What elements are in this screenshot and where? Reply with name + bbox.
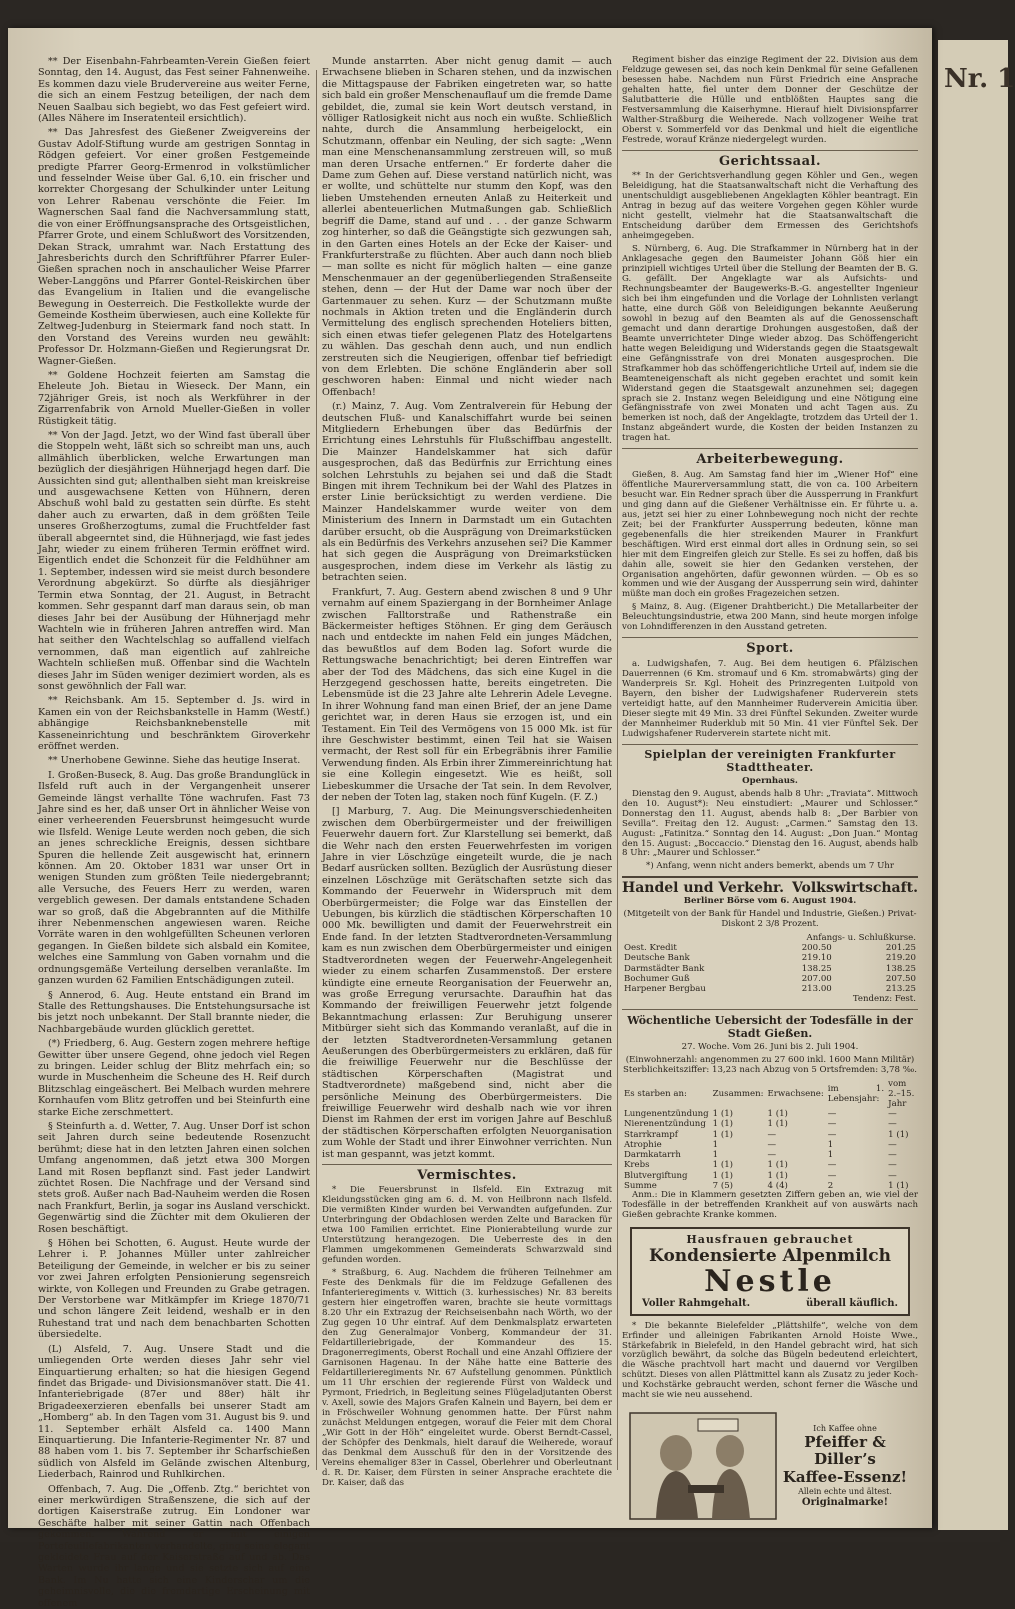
article: § Mainz, 8. Aug. (Eigener Drahtbericht.) Die Metallarbeiter der Beleuchtungsindustrie, etwa 200 Mann, sind heute morgen infolge von Lohndifferenzen in den Ausstand getreten. [622,602,918,633]
ad-product: Kaffee-Essenz! [782,1468,908,1487]
ad-line: überall käuflich. [805,1297,898,1309]
column-rule [316,70,317,1470]
article: a. Ludwigshafen, 7. Aug. Bei dem heutigen 6. Pfälzischen Dauerrennen (6 Km. stromauf und 6 Km. stromabwärts) ging der Wanderpreis Sr. Kgl. Hoheit des Prinzregenten Luitpold von Bayern, den bisher der Ludwigshafener Ruderverein stets verteidigt hatte, auf den Mannheimer Ruderverein Amicitia über. Dieser siegte mit 49 Min. 33 drei Fünftel Sekunden. Zweiter wurde der Mannheimer Ruderklub mit 50 Min. 41 vier Fünftel Sek. Der Ludwigshafener Ruderverein startete nicht mit. [622,658,918,739]
theater-schedule: Dienstag den 9. August, abends halb 8 Uhr: „Traviata“. Mittwoch den 10. August*): Neu einstudiert: „Maurer und Schlosser.“ Donnerstag den 11. August, abends halb 8: „Der Barbier von Sevilla“. Freitag den 12. August: „Carmen.“ Samstag den 13. August: „Fatinitza.“ Sonntag den 14. August: „Don Juan.“ Montag den 15. August: „Boccaccio.“ Dienstag den 16. August, abends halb 8 Uhr: „Maurer und Schlosser.“ [622,788,918,859]
ad-illustration-icon [628,1411,778,1521]
column-right [622,55,918,1508]
article: ** Goldene Hochzeit feierten am Samstag die Eheleute Joh. Bietau in Wieseck. Der Mann, ein 72jähriger Greis, ist noch als Werkführer in der Zigarrenfabrik von Arnold Mueller-Gießen in voller Rüstigkeit tätig. [38,369,310,427]
article: I. Großen-Buseck, 8. Aug. Das große Brandunglück in Ilsfeld ruft auch in der Vergangenheit unserer Gemeinde längst verhallte Töne wachrufen. Fast 73 Jahre sind es her, daß unser Ort in ähnlicher Weise von einer verheerenden Feuersbrunst heimgesucht wurde wie Ilsfeld. Wenige Leute werden noch geben, die sich an jenes schreckliche Ereignis, dessen sichtbare Spuren die hellende Zeit ausgewischt hat, erinnern können. Am 20. Oktober 1831 war unser Ort in wenigen Stunden zum größten Teile niedergebrannt; alle Versuche, des Feuers Herr zu werden, waren vergeblich gewesen. Der damals entstandene Schaden war so groß, daß die Abgebrannten auf die Mithilfe ihrer Nebenmenschen angewiesen waren. Reiche Vorräte waren in den wohlgefüllten Scheunen verloren gegangen. In Gießen bildete sich alsbald ein Komitee, welches eine Sammlung von Gaben vornahm und die ordnungsgemäße Verteilung derselben veranlaßte. Im ganzen wurden 62 Familien Entschädigungen zuteil. [38,769,311,987]
article: Offenbach, 7. Aug. Die „Offenb. Ztg.“ berichtet von einer merkwürdigen Straßenszene, die sich auf der dortigen Kaiserstraße zutrug. Ein Londoner war Geschäfte halber mit seiner Gattin nach Offenbach gekommen. Während er mit einigen Portefeuillefabrikanten verhandelte, ging seine elegant gekleidete Frau auf der Kaiserstraße auf und ab. Das Warten wurde ihr lange und sie setzte sich auf eine Bank. Im Nu hatte sich eine Kinderschar um die geheimnisvolle, die die fremdartige Erscheinung mit offenem [38,1483,310,1609]
article: * Die bekannte Bielefelder „Plättshilfe“, welche von dem Erfinder und alleinigen Fabrikanten Arnold Hoiste Wwe., Stärkefabrik in Bielefeld, in den Handel gebracht wird, hat sich vorzüglich bewährt, da solche das Bügeln bedeutend erleichtert, die Wäsche prachtvoll hart macht und dauernd vor Vergilben schützt. Dieses von allen Plättmittel kann als Zusatz zu jeder Koch- und Kochstärke gebraucht werden, schont ferner die Wäsche und macht sie wie neu aussehend. [622,1320,918,1401]
column-local-news [38,56,311,1609]
article: ** Der Eisenbahn-Fahrbeamten-Verein Gießen feiert Sonntag, den 14. August, das Fest seiner Fahnenweihe. Es kommen dazu viele Brudervereine aus weiter Ferne, die sich an einem Festzug beteiligen, der nach dem Neuen Saalbau sich begiebt, wo das Fest gefeiert wird. (Alles Nähere im Inseratenteil ersichtlich). [38,56,310,125]
section-heading-theater: Spielplan der vereinigten Frankfurter Stadttheater. [622,744,918,774]
article: Frankfurt, 7. Aug. Gestern abend zwischen 8 und 9 Uhr vernahm auf einem Spaziergang in der Bornheimer Anlage zwischen Falltorstraße und Rathenstraße ein Bäckermeister heftiges Stöhnen. Er ging dem Geräusch nach und entdeckte im nahen Feld ein junges Mädchen, das bewußtlos auf dem Boden lag. Sofort wurde die Rettungswache benachrichtigt; bei deren Eintreffen war aber der Tod des Mädchens, das sich eine Kugel in die Herzgegend geschossen hatte, bereits eingetreten. Die Lebensmüde ist die 23 Jahre alte Lehrerin Adele Levegne. In ihrer Wohnung fand man einen Brief, der an jene Dame gerichtet war, in deren Haus sie erzogen ist, und ein Testament. Ein Teil des Vermögens von 15 000 Mk. ist für ihre Geschwister bestimmt, einen Teil hat sie Waisen vermacht, der Rest soll für ein Erbegräbnis ihrer Familie Verwendung finden. Als Erbin ihrer Zimmereinrichtung hat sie eine Kollegin eingesetzt. Wie es heißt, soll Liebeskummer die Ursache der Tat sein. In dem Revolver, der neben der Toten lag, staken noch fünf Kugeln. (F. Z.) [322,586,612,803]
ad-brand: Nestle [704,1264,836,1300]
section-heading-arbeiterbewegung: Arbeiterbewegung. [622,448,918,467]
table-row: Atrophie 1 — 1 — [624,1139,897,1150]
table-row: Nierenentzündung 1 (1) 1 (1) — — [624,1119,897,1130]
theater-note: *) Anfang, wenn nicht anders bemerkt, abends um 7 Uhr [646,861,894,872]
section-heading-sport: Sport. [622,637,918,656]
article: [] Marburg, 7. Aug. Die Meinungsverschiedenheiten zwischen dem Oberbürgermeister und der freiwilligen Feuerwehr dauern fort. Zur Klarstellung sei bemerkt, daß die Wehr nach den ersten Feuerwehrfesten im vorigen Jahre in vier Löschzüge eingeteilt wurde, die je nach Bedarf ausrücken sollten. Bezüglich der Ausrüstung dieser einzelnen Löschzüge mit Gerätschaften setzte sich das Kommando der Feuerwehr in Widerspruch mit dem Oberbürgermeister; die Folge war das Einstellen der Uebungen, bis kürzlich die städtischen Körperschaften 10 000 Mk. bewilligten und damit der Feuerwehrstreit ein Ende fand. In der letzten Stadtverordneten-Versammlung kam es nun zwischen dem Oberbürgermeister und einigen Stadtverordneten wegen der Feuerwehr-Angelegenheit wieder zu einem scharfen Zusammenstoß. Der erstere kündigte eine erneute Reorganisation der Feuerwehr an, was große Erregung verursachte. Daraufhin hat das Kommando der freiwilligen Feuerwehr jetzt folgende Bekanntmachung erlassen: Zur Beruhigung unserer Mitbürger sieht sich das Kommando veranlaßt, auf die in der letzten Stadtverordneten-Versammlung getanen Aeußerungen des Oberbürgermeisters zu erklären, daß für die freiwillige Feuerwehr nur die Beschlüsse der städtischen Körperschaften (Magistrat und Stadtverordnete) maßgebend sind, nicht aber die persönliche Meinung des Oberbürgermeisters. Die freiwillige Feuerwehr wird deshalb nach wie vor ihren Dienst im Rahmen der erst im vorigen Jahre auf Beschluß der städtischen Körperschaften erfolgten Neuorganisation zum Wohle der Stadt und ihrer Einwohner verrichten. Nun ist man gespannt, was jetzt kommt. [322,806,612,1160]
heading-handel-verkehr: Handel und Verkehr. [622,880,784,897]
article: (L) Alsfeld, 7. Aug. Unsere Stadt und die umliegenden Orte werden dieses Jahr sehr viel Einquartierung erhalten; so hat die hiesigen Gegend findet das Brigade- und Divisionsmanöver statt. Die 41. Infanteriebrigade (87er und 88er) hält ihr Brigadeexerzieren ebenfalls bei unserer Stadt am „Homberg“ ab. In den Tagen vom 31. August bis 9. und 11. September erhält Alsfeld ca. 1400 Mann Einquartierung. Die Infanterie-Regimenter Nr. 87 und 88 haben vom 1. bis 7. September ihr Scharfschießen südlich von Alsfeld im Gelände zwischen Altenburg, Liederbach, Rainrod und Ruhlkirchen. [38,1343,310,1481]
article: Regiment bisher das einzige Regiment der 22. Division aus dem Feldzuge gewesen sei, das noch kein Denkmal für seine Gefallenen besessen habe. Nachdem nun Fürst Friedrich eine Ansprache gehalten hatte, fiel unter dem Donner der Geschütze der Salutbatterie die Hülle und entblößten Hauptes sang die Festversammlung die Kaiserhymne. Hierauf hielt Divisionspfarrer Walther-Straßburg die Weiherede. Nach vollzogener Weihe trat Oberst v. Sommerfeld vor das Denkmal und hielt die eigentliche Festrede, worauf Kränze niedergelegt wurden. [622,55,918,145]
heading-volkswirtschaft: Volkswirtschaft. [791,880,918,897]
ad-brand: Pfeiffer & Diller’s [804,1432,886,1469]
ad-line: Hausfrauen gebrauchet [686,1232,854,1246]
ad-line: Voller Rahmgehalt. [642,1297,751,1309]
table-row: Darmkatarrh 1 — 1 — [624,1150,897,1161]
article: * Straßburg, 6. Aug. Nachdem die früheren Teilnehmer am Feste des Denkmals für die im Feldzuge Gefallenen des Infanterieregiments v. Wittich (3. kurhessisches) Nr. 83 bereits gestern hier eingetroffen waren, brachte sie heute vormittags 8.20 Uhr ein Extrazug der Reichseisenbahn nach Wörth, wo der Zug gegen 10 Uhr eintraf. Auf dem Denkmalsplatz erwarteten den Zug Generalmajor Vonberg, Kommandeur der 31. Feldartilleriebrigade, der Kommandeur des 15. Dragonerregiments, Oberst Rochall und eine Anzahl Offiziere der Garnisonen Hagenau. In der Nähe hatte eine Batterie des Feldartillerieregiments Nr. 67 Aufstellung genommen. Pünktlich um 11 Uhr erschien der regierende Fürst von Waldeck und Pyrmont, Friedrich, in Begleitung seines Flügeladjutanten Oberst v. Axell, sowie des Majors Grafen Kalnein und Bayern, bei dem er in Fröschweiler Wohnung genommen hatte. Der Fürst nahm zunächst Meldungen entgegen, worauf die Feier mit dem Choral „Wir Gott in der Höh“ eingeleitet wurde. Oberst Berndt-Cassel, der Schöpfer des Denkmals, hielt darauf die Weiherede, worauf das Denkmal dem Ausschuß für den in der Vorsitzende des Vereins ehemaliger 83er in Cassel, Oberlehrer und Oberleutnant d. R. Dr. Kaiser, dem Fürsten in seiner Ansprache erachtete die Dr. Kaiser, daß das [322,1268,612,1488]
ad-line: Ich Kaffee ohne [813,1424,877,1434]
death-stats-week: 27. Woche. Vom 26. Juni bis 2. Juli 1904. [681,1041,859,1052]
article: ** Reichsbank. Am 15. September d. Js. wird in Kamen ein von der Reichsbankstelle in Hamm (Westf.) abhängige Reichsbanknebenstelle mit Kasseneinrichtung und beschränktem Giroverkehr eröffnet werden. [38,695,310,752]
article: § Annerod, 6. Aug. Heute entstand ein Brand im Stalle des Rettungshauses. Die Entstehungsursache ist bis jetzt noch unbekannt. Der Stall brannte nieder, die Nachbargebäude wurden glücklich gerettet. [38,989,310,1035]
section-heading-vermischtes: Vermischtes. [322,1164,612,1183]
table-row: Bochumer Guß 207.00 207.50 [624,973,916,984]
table-row: Lungenentzündung 1 (1) 1 (1) — — [624,1109,897,1120]
article: Munde anstarrten. Aber nicht genug damit — auch Erwachsene blieben in Scharen stehen, und da inzwischen die Mittagspause der Fabriken eingetreten war, so hatte sich bald ein großer Menschenauflauf um die fremde Dame gebildet, die, zumal sie kein Wort deutsch verstand, in völliger Ratlosigkeit nicht aus noch ein wußte. Schließlich nahte, durch die Ansammlung herbeigelockt, ein Schutzmann, offenbar ein Neuling, der sich sagte: „Wenn man eine Menschenansammlung zerstreuen will, so muß man deren Ursache entfernen.“ Er forderte daher die Dame zum Gehen auf. Diese verstand natürlich nicht, was er wollte, und schüttelte nur stumm den Kopf, was den lieben Umstehenden erneuten Anlaß zu Heiterkeit und allerlei abenteuerlichen Mutmaßungen gab. Schließlich begriff die Dame, stand auf und . . . der ganze Schwarm zog hinterher, so daß die Geängstigte sich gezwungen sah, in den Garten eines Hotels an der Ecke der Kaiser- und Frankfurterstraße zu flüchten. Aber auch dann noch blieb — man sollte es nicht für möglich halten — eine ganze Menschenmauer an der gegenüberliegenden Straßenseite stehen, denn — der Hut der Dame war noch über der Gartenmauer zu sehen. Kurz — der Schutzmann mußte nochmals in Aktion treten und die Engländerin durch Vermittelung des englisch sprechenden Hoteliers bitten, sich einen etwas tiefer gelegenen Platz des Hotelgartens zu wählen. Das geschah denn auch, und nun endlich zerstreuten sich die Neugierigen, offenbar tief befriedigt von dem Erlebten. Die schöne Engländerin aber soll geschworen haben: Einmal und nicht wieder nach Offenbach! [322,56,612,398]
table-row: Starrkrampf 1 (1) — — 1 (1) [624,1129,909,1140]
boerse-title: Berliner Börse vom 6. August 1904. [683,896,857,907]
ad-line: Allein echte und ältest. [798,1487,892,1497]
article: ** In der Gerichtsverhandlung gegen Köhler und Gen., wegen Beleidigung, hat die Staatsanwaltschaft nicht die Verhaftung des unentschuldigt ausgebliebenen Angeklagten Köhler beantragt. Ein Antrag in bezug auf das weitere Vorgehen gegen Köhler wurde nicht gestellt, vielmehr hat die Staatsanwaltschaft die Entscheidung darüber dem Ermessen des Gerichtshofs anheimgegeben. [622,171,918,241]
stock-table [622,933,918,1005]
table-row: Blutvergiftung 1 (1) 1 (1) — — [624,1170,897,1181]
death-stats-title: Wöchentliche Uebersicht der Todesfälle in der Stadt Gießen. [627,1013,913,1040]
ad-line: Originalmarke! [801,1496,889,1508]
article: S. Nürnberg, 6. Aug. Die Strafkammer in Nürnberg hat in der Anklagesache gegen den Baumeister Johann Göß hier ein prinzipiell wichtiges Urteil über die Stellung der Beamten der B. G. G. gefällt. Der Angeklagte war als Aufsichts- und Rechnungsbeamter der Baugewerks-B.-G. angestellter Ingenieur sich bei ihm eingefunden und die Vorlage der Lohnlisten verlangt hatte, eine durch Göß von Beleidigungen bekannte Aeußerung sowohl in bezug auf den Beamten als auf die Genossenschaft gemacht und dann derartige Drohungen ausgestoßen, daß der Beamte unverrichteter Dinge wieder abzog. Das Schöffengericht hatte wegen Beleidigung und Widerstands gegen die Staatsgewalt eine Gefängnisstrafe von drei Monaten ausgesprochen. Die Strafkammer hob das schöffengerichtliche Urteil auf, indem sie die Beamteneigenschaft als nicht gegeben erachtet und somit kein Widerstand gegen die Staatsgewalt anzunehmen sei; dagegen sprach sie 2. Instanz wegen Beleidigung und eine Nötigung eine Gefängnisstrafe von zwei Monaten und acht Tagen aus. Zu bemerken ist noch, daß der Angeklagte, trotzdem das Urteil der 1. Instanz abgeändert wurde, die Kosten der beiden Instanzen zu tragen hat. [622,243,918,444]
table-row: Krebs 1 (1) 1 (1) — — [624,1160,897,1171]
table-row: Darmstädter Bank 138.25 138.25 [624,963,916,974]
article: ** Unerhobene Gewinne. Siehe das heutige Inserat. [48,755,301,767]
section-heading-handel [622,876,918,897]
nestle-advertisement [630,1227,910,1316]
death-stats-note: Anm.: Die in Klammern gesetzten Ziffern geben an, wie viel der Todesfälle in der betreffenden Krankheit auf von auswärts nach Gießen gebrachte Kranke kommen. [622,1189,918,1220]
ad-line: Kondensierte Alpenmilch [649,1245,891,1266]
table-row: Summe 7 (5) 4 (4) 2 1 (1) [624,1180,909,1191]
article: ** Das Jahresfest des Gießener Zweigvereins der Gustav Adolf-Stiftung wurde am gestrigen Sonntag in Rödgen gefeiert. Vor einer großen Festgemeinde predigte Pfarrer Georg-Ermenrod in volkstümlicher und fesselnder Weise über Gal. 6,10. ein frischer und korrekter Chorgesang der Schulkinder unter Leitung von Lehrer Rabenau verschönte die Feier. Im Wagnerschen Saal fand die Nachversammlung statt, die von einer Eröffnungsansprache des Ortsgeistlichen, Pfarrer Grote, und einem Schlußwort des Vorsitzenden, Dekan Strack, umrahmt war. Nach Erstattung des Jahresberichts durch den Schriftführer Pfarrer Euler-Gießen sprachen noch in anschaulicher Weise Pfarrer Weber-Langgöns und Pfarrer Gontel-Reiskirchen über das Evangelium in Italien und die evangelische Bewegung in Oesterreich. Die Festkollekte wurde der Gemeinde Kostheim überwiesen, auch eine Kollekte für Zeltweg-Judenburg in Steiermark fand noch statt. In den Vorstand des Vereins wurden neu gewählt: Professor Dr. Holzmann-Gießen und Regierungsrat Dr. Wagner-Gießen. [38,127,310,367]
article: ** Von der Jagd. Jetzt, wo der Wind fast überall über die Stoppeln weht, läßt sich so schreibt man uns, auch allmählich überblicken, welche Erwartungen man bezüglich der diesjährigen Hühnerjagd hegen darf. Die Aussichten sind gut; allenthalben sieht man kreiskreise und ausgewachsene Ketten von Hühnern, deren Abschuß wohl bald zu gestatten sein dürfte. Es steht daher auch zu erwarten, daß in dem größten Teile unseres Großherzogtums, zumal die Fruchtfelder fast überall abgeerntet sind, die Hühnerjagd, wie fast jedes Jahr, wieder zu einem früheren Termin eröffnet wird. Eigentlich endet die Schonzeit für die Feldhühner am 1. September, indessen wird sie meist durch besondere Verordnung abgekürzt. So dürfte als diesjähriger Termin etwa Sonntag, der 21. August, in Betracht kommen. Sehr gespannt darf man daraus sein, ob man dieses Jahr bei der Ausübung der Hühnerjagd mehr Wachteln wie in früheren Jahren antreffen wird. Man hat seither den Wachtelschlag so auffallend vielfach vernommen, daß man eigentlich auf zahlreiche Wachteln schließen muß. Offenbar sind die Wachteln dieses Jahr im Süden weniger dezimiert worden, als es sonst gewöhnlich der Fall war. [38,430,310,692]
table-header-row: Es starben an: Zusammen: Erwachsene: im 1. Lebensjahr: vom 2.–15. Jahr [624,1078,915,1109]
article: § Steinfurth a. d. Wetter, 7. Aug. Unser Dorf ist schon seit Jahren durch seine bedeutende Rosenzucht berühmt; diese hat in den letzten Jahren einen solchen Umfang angenommen, daß jetzt etwa 300 Morgen Land mit Rosen bepflanzt sind. Fast jeder Landwirt züchtet Rosen. Die Nachfrage und der Versand sind stets groß. Außer nach Bad-Nauheim werden die Rosen nach Frankfurt, Berlin, ja sogar ins Ausland verschickt. Gegenwärtig sind die Züchter mit dem Okulieren der Rosen beschäftigt. [38,1120,310,1235]
theater-subheading: Opernhaus. [742,775,798,786]
stock-table-header: Anfangs- u. Schlußkurse. [806,932,916,943]
column-rule [617,70,618,1470]
adjacent-page-edge [938,40,1015,1530]
table-row: Deutsche Bank 219.10 219.20 [624,953,916,964]
article: Gießen, 8. Aug. Am Samstag fand hier im „Wiener Hof“ eine öffentliche Maurerversammlung statt, die von ca. 100 Arbeitern besucht war. Ein Redner sprach über die Aussperrung in Frankfurt und ging dann auf die Gießener Verhältnisse ein. Er führte u. a. aus, jetzt sei hier zu einer Lohnbewegung noch nicht der rechte Zeit; bei der Frankfurter Aussperrung bedeuten, könne man gegebenenfalls die hier streikenden Maurer in Frankfurt beschäftigen. Wird erst einmal dort alles in Ordnung sein, so sei hier mit dem Eingreifen gleich zur Stelle. Es sei zu hoffen, daß bis dahin alle, soweit sie hier den Gedanken verstehen, der Organisation angehörten, dafür gewonnen würden. — Ob es so kommen und wie der Ausgang der Aussperrung sein wird, dahinter müßte man doch ein großes Fragezeichen setzen. [622,469,918,600]
article: (r.) Mainz, 7. Aug. Vom Zentralverein für Hebung der deutschen Fluß- und Kanalschiffahrt wurde bei seinen Mitgliedern Erhebungen über das Bedürfnis der Errichtung eines Lehrstuhls für Flußschiffbau angestellt. Die Mainzer Handelskammer hat sich dafür ausgesprochen, daß das Bedürfnis zur Errichtung eines solchen Lehrstuhls zu bejahen sei und daß die Stadt Bingen mit ihrem Technikum bei der Wahl des Platzes in erster Linie berücksichtigt zu werden verdiene. Die Mainzer Handelskammer wurde weiter von dem Ministerium des Innern in Darmstadt um ein Gutachten darüber ersucht, ob die Ausprägung von Dreimarkstücken als ein Bedürfnis des Verkehrs anzusehen sei? Die Kammer hat sich gegen die Ausprägung von Dreimarkstücken ausgesprochen, indem diese im Verkehr als lästig zu betrachten seien. [322,401,612,584]
boerse-subtitle: (Mitgeteilt von der Bank für Handel und Industrie, Gießen.) Privat-Diskont 2 3/8 Prozent. [623,909,917,929]
adjacent-page-number: Nr. 1 [944,64,1015,94]
article: § Höhen bei Schotten, 6. August. Heute wurde der Lehrer i. P. Johannes Müller unter zahlreicher Beteiligung der Gemeinde, in welcher er bis zu seiner vor zwei Jahren erfolgten Pensionierung segensreich wirkte, von Kollegen und Freunden zu Grabe getragen. Der Verstorbene war Mitkämpfer im Kriege 1870/71 und schon längere Zeit leidend, weshalb er in den Ruhestand trat und nach dem benachbarten Schotten übersiedelte. [38,1238,310,1341]
pfeiffer-diller-advertisement [628,1407,912,1525]
column-regional-news [322,56,612,1488]
table-row: Harpener Bergbau 213.00 213.25 [624,984,916,995]
article: * Die Feuersbrunst in Ilsfeld. Ein Extrazug mit Kleidungsstücken ging am 6. d. M. von Heilbronn nach Ilsfeld. Die vermißten Kinder wurden bei Verwandten aufgefunden. Zur Unterbringung der Obdachlosen werden Zelte und Baracken für etwa 100 Familien errichtet. Eine Pionierabteilung wurde zur Unterstützung herangezogen. Die Ueberreste des in den Flammen umgekommenen Gemeinderats Schwarzwald sind gefunden worden. [322,1185,612,1266]
table-row: Oest. Kredit 200.50 201.25 [624,943,916,954]
section-heading-gerichtssaal: Gerichtssaal. [622,150,918,169]
stock-tendency: Tendenz: Fest. [852,994,916,1005]
article: (*) Friedberg, 6. Aug. Gestern zogen mehrere heftige Gewitter über unsere Gegend, ohne jedoch viel Regen zu bringen. Leider schlug der Blitz mehrfach ein; so wurde in Muschenheim die Scheune des H. Reif durch Blitzschlag eingeäschert. Bei Melbach wurden mehrere Kornhaufen vom Blitz getroffen und bei Steinfurth eine starke Eiche zerschmettert. [38,1038,310,1118]
death-stats-table [622,1079,918,1191]
death-stats-population: (Einwohnerzahl: angenommen zu 27 600 inkl. 1600 Mann Militär) Sterblichkeitsziffer: 13,23 nach Abzug von 5 Ortsfremden: 3,78 ‰. [623,1054,917,1075]
